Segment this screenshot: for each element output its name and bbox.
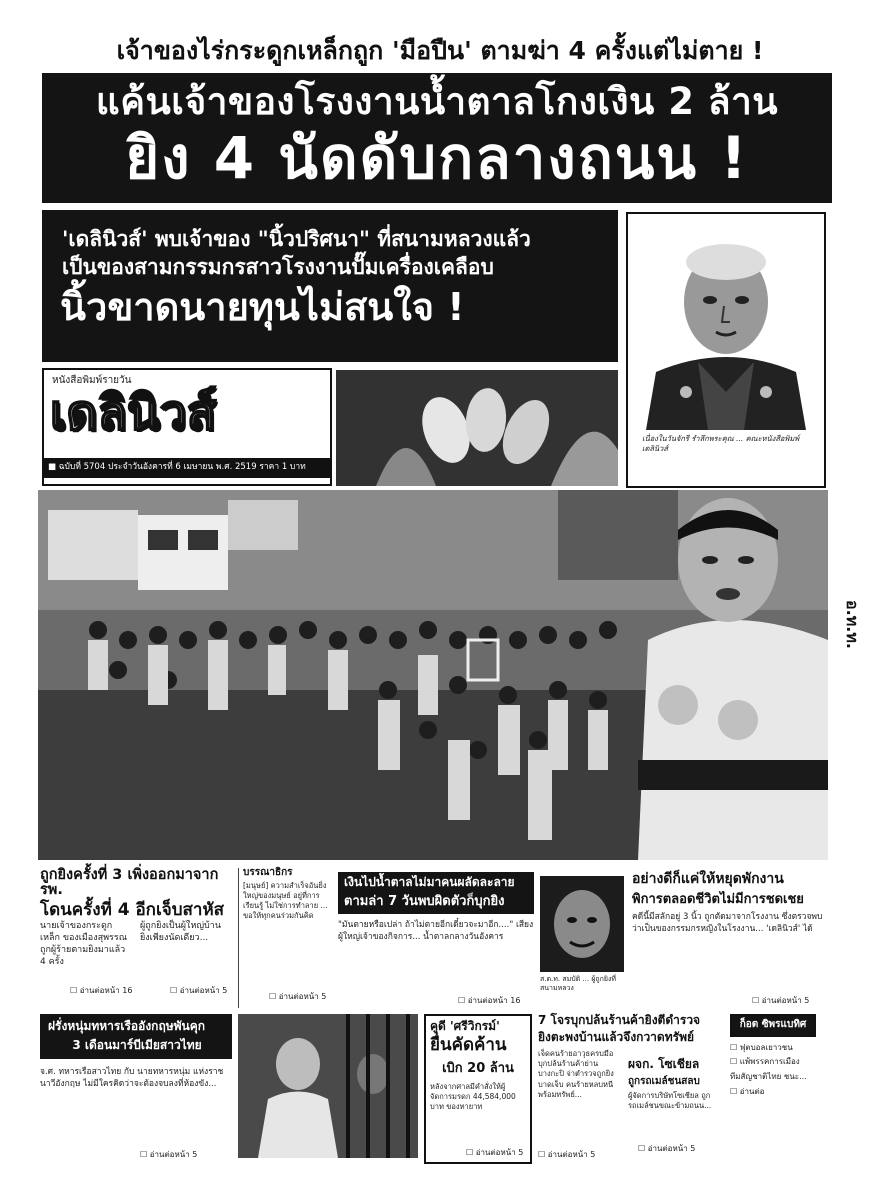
story-1-col-1: นายเจ้าของกระดูกเหล็ก ของเมืองสุพรรณ ถูกผู้ร้ายตามยิงมาแล้ว 4 ครั้ง	[40, 921, 128, 968]
story-5-head-3: เบิก 20 ล้าน	[442, 1061, 514, 1077]
story-7	[628, 1058, 726, 1158]
portrait-caption: เนื่องในวันจักรี รำลึกพระคุณ ... คณะหนังสือพิมพ์ เดลินิวส์	[642, 434, 800, 454]
story-4-body: จ.ศ. ทหารเรือสาวไทย กับ นายทหารหนุ่ม แห่งราชนาวีอังกฤษ ไม่มีใครคิดว่าจะต้องจบลงที่ห้องขัง...	[40, 1067, 224, 1089]
story-5	[424, 1014, 532, 1164]
jail-photo	[238, 1014, 418, 1158]
story-8-item-2: ☐ แพ้พรรคการเมือง	[730, 1057, 800, 1067]
masthead-issue-line: ■ ฉบับที่ 5704 ประจำวันอังคารที่ 6 เมษายน พ.ศ. 2519 ราคา 1 บาท	[48, 462, 306, 472]
editorial-head: บรรณาธิกร	[243, 867, 293, 878]
story-1-head-1: ถูกยิงครั้งที่ 3 เพิ่งออกมาจากรพ.	[40, 867, 219, 899]
story-2-head-2: ตามล่า 7 วันพบผิดตัวก็บุกยิง	[344, 893, 505, 909]
masthead-issue-strip	[44, 458, 330, 478]
story-7-head-2: ถูกรถเมล์ชนสลบ	[628, 1075, 700, 1087]
face-photo	[540, 876, 624, 972]
story-4	[40, 1014, 232, 1164]
story-4-head-2: 3 เดือนมาร์บีเมียสาวไทย	[72, 1037, 202, 1052]
second-headline-line-3: นิ้วขาดนายทุนไม่สนใจ !	[60, 285, 465, 330]
portrait-box	[626, 212, 826, 488]
story-4-head-1: ฝรั่งหนุ่มทหารเรืออังกฤษพันคุก	[48, 1019, 206, 1033]
story-8-item-1: ☐ ฟุตบอลเยาวชน	[730, 1042, 793, 1052]
fingers-photo	[336, 370, 618, 486]
story-5-more[interactable]: ☐ อ่านต่อหน้า 5	[466, 1148, 524, 1157]
main-headline-line-1: แค้นเจ้าของโรงงานน้ำตาลโกงเงิน 2 ล้าน	[95, 80, 779, 123]
masthead-name: เดลินิวส์	[50, 385, 217, 441]
face-caption: ส.ต.ท. สมบัติ ... ผู้ถูกยิงที่สนามหลวง	[540, 975, 617, 993]
story-1	[40, 868, 232, 1008]
story-6-head-2: ยิงตะพงบ้านแล้วจึงกวาดทรัพย์	[538, 1029, 695, 1044]
story-4-more[interactable]: ☐ อ่านต่อหน้า 5	[140, 1150, 198, 1159]
story-1-more-1[interactable]: ☐ อ่านต่อหน้า 16	[70, 986, 133, 995]
story-2-body: "มันตายหรือเปล่า ถ้าไม่ตายอีกเดี๋ยวจะมาอีก...." เสียงผู้ใหญ่เจ้าของกิจการ... น้ำตาลกลางวันอังคาร	[338, 920, 534, 942]
vertical-credit: อ.ท.ท.	[843, 600, 862, 649]
story-1-more-2[interactable]: ☐ อ่านต่อหน้า 5	[170, 986, 228, 995]
story-3-more[interactable]: ☐ อ่านต่อหน้า 5	[752, 996, 810, 1005]
story-7-head-1: ผจก. โซเชียล	[628, 1057, 700, 1071]
story-8-item-4[interactable]: ☐ อ่านต่อ	[730, 1086, 765, 1096]
masthead	[42, 368, 332, 486]
kicker-headline: เจ้าของไร่กระดูกเหล็กถูก 'มือปืน' ตามฆ่า 4 ครั้งแต่ไม่ตาย !	[116, 36, 764, 65]
crowd-photo	[38, 490, 828, 860]
story-2-more[interactable]: ☐ อ่านต่อหน้า 16	[458, 996, 521, 1005]
story-3-head-1: อย่างดีก็แค่ให้หยุดพักงาน	[632, 871, 784, 887]
story-6-more[interactable]: ☐ อ่านต่อหน้า 5	[538, 1150, 596, 1159]
story-1-col-2: ผู้ถูกยิงเป็นผู้ใหญ่บ้าน ยิงเพียงนัดเดียว...	[140, 921, 221, 944]
main-headline-block	[42, 73, 832, 203]
portrait-photo	[636, 222, 816, 430]
story-8-item-3: ทีมสัญชาติไทย ชนะ...	[730, 1072, 807, 1082]
second-headline-line-1: 'เดลินิวส์' พบเจ้าของ "นิ้วปริศนา" ที่สนามหลวงแล้ว	[62, 227, 531, 251]
story-4-head-box	[40, 1014, 232, 1059]
story-1-head-2: โดนครั้งที่ 4 อีกเจ็บสาหัส	[40, 900, 225, 921]
story-5-body: หลังจากศาลมีคำสั่งให้ผู้จัดการมรดก 44,584,000 บาท ของทายาท	[430, 1082, 516, 1112]
story-2-head-box	[338, 872, 534, 914]
editorial-body: [มนุษย์] ความสำเร็จอันยิ่งใหญ่ของมนุษย์ อยู่ที่การเรียนรู้ ไม่ใช่การทำลาย ... ขอให้ทุกคนร่วมกันคิด	[243, 880, 328, 920]
story-7-body: ผู้จัดการบริษัทโซเชียล ถูกรถเมล์ชนขณะข้ามถนน...	[628, 1091, 712, 1111]
story-5-head-1: คูดี 'ศรีวิกรม์'	[430, 1019, 500, 1033]
story-8	[730, 1014, 816, 1164]
story-3-body: คดีนี้มีสลักอยู่ 3 นิ้ว ถูกตัดมาจากโรงงาน ซึ่งตรวจพบว่าเป็นของกรรมกรหญิงในโรงงาน... 'เดลินิวส์' ได้	[632, 912, 823, 934]
editorial-more[interactable]: ☐ อ่านต่อหน้า 5	[269, 992, 327, 1001]
second-headline-block	[42, 210, 618, 362]
story-5-head-2: ยื่นคัดค้าน	[430, 1034, 507, 1055]
story-3	[632, 872, 830, 1008]
story-6-head-1: 7 โจรบุกปล้นร้านค้ายิงตีดำรวจ	[538, 1013, 701, 1027]
masthead-tagline: หนังสือพิมพ์รายวัน	[52, 375, 132, 386]
story-2	[338, 872, 534, 1008]
second-headline-line-2: เป็นของสามกรรมกรสาวโรงงานปั๊มเครื่องเคลือบ	[62, 255, 494, 280]
story-3-head-2: พิการตลอดชีวิตไม่มีการชดเชย	[632, 891, 804, 907]
story-2-head-1: เงินไปน้ำตาลไม่มาคนผลัดละลาย	[344, 875, 515, 889]
main-headline-line-2: ยิง 4 นัดดับกลางถนน !	[125, 123, 749, 192]
story-8-box: ก็อต ซิพรแบทิศ	[730, 1014, 816, 1037]
editorial-column	[238, 868, 334, 1008]
story-7-more[interactable]: ☐ อ่านต่อหน้า 5	[638, 1144, 696, 1153]
story-6-body: เจ็ดคนร้ายอาวุธครบมือ บุกปล้นร้านค้าย่านบางกะปิ จ่าตำรวจถูกยิงบาดเจ็บ คนร้ายหลบหนีพร้อมทรัพย์...	[538, 1049, 614, 1099]
